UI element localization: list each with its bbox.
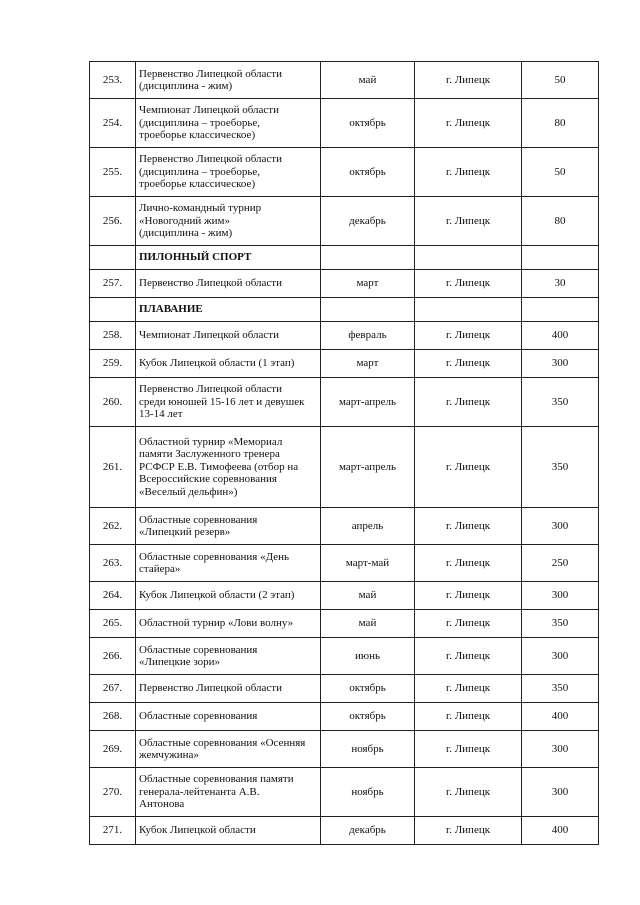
participants-count-text: 400 <box>551 329 569 342</box>
event-month-text: май <box>358 617 377 630</box>
event-name-text: Областные соревнования «Осенняя жемчужина» <box>139 736 306 761</box>
event-month-cell <box>321 270 415 298</box>
event-name-cell <box>136 62 321 99</box>
event-place-cell <box>415 703 522 731</box>
row-number-cell <box>90 582 136 610</box>
event-name-cell <box>136 197 321 246</box>
event-place-cell <box>415 270 522 298</box>
event-place-text: г. Липецк <box>445 824 491 837</box>
section-header-row <box>90 246 599 270</box>
event-place-text: г. Липецк <box>445 556 491 569</box>
participants-count-text: 50 <box>554 165 566 178</box>
event-place-text: г. Липецк <box>445 649 491 662</box>
row-number-text: 254. <box>102 116 123 129</box>
participants-count-cell <box>522 62 599 99</box>
table-row <box>90 350 599 378</box>
row-number-text: 270. <box>102 785 123 798</box>
row-number-cell <box>90 675 136 703</box>
row-number-text: 266. <box>102 649 123 662</box>
event-month-text: ноябрь <box>351 742 384 755</box>
event-month-text: май <box>358 73 377 86</box>
empty-cell <box>415 246 522 270</box>
event-place-text: г. Липецк <box>445 214 491 227</box>
participants-count-cell <box>522 768 599 817</box>
event-place-text: г. Липецк <box>445 519 491 532</box>
participants-count-text: 50 <box>554 73 566 86</box>
event-place-cell <box>415 378 522 427</box>
participants-count-cell <box>522 703 599 731</box>
event-name-text: Первенство Липецкой области среди юношей 15-16 лет и девушек 13-14 лет <box>139 383 305 421</box>
event-place-text: г. Липецк <box>445 165 491 178</box>
event-name-text: Областной турнир «Мемориал памяти Заслуженного тренера РСФСР Е.В. Тимофеева (отбор на Всероссийские соревнования «Веселый дельфин») <box>139 435 299 498</box>
event-name-cell <box>136 508 321 545</box>
participants-count-text: 350 <box>551 682 569 695</box>
event-name-text: Областные соревнования <box>139 710 258 723</box>
event-month-text: март-апрель <box>338 460 397 473</box>
participants-count-text: 400 <box>551 710 569 723</box>
participants-count-text: 300 <box>551 785 569 798</box>
event-month-text: март-апрель <box>338 395 397 408</box>
table-row <box>90 545 599 582</box>
event-place-cell <box>415 62 522 99</box>
event-month-text: март <box>356 277 379 290</box>
event-place-text: г. Липецк <box>445 682 491 695</box>
participants-count-text: 30 <box>554 277 566 290</box>
row-number-cell <box>90 703 136 731</box>
table-row <box>90 322 599 350</box>
table-row <box>90 675 599 703</box>
participants-count-text: 300 <box>551 519 569 532</box>
participants-count-cell <box>522 197 599 246</box>
event-month-cell <box>321 148 415 197</box>
event-month-cell <box>321 62 415 99</box>
event-name-cell <box>136 768 321 817</box>
event-place-cell <box>415 582 522 610</box>
participants-count-text: 350 <box>551 395 569 408</box>
event-month-cell <box>321 197 415 246</box>
event-name-cell <box>136 610 321 638</box>
event-name-cell <box>136 545 321 582</box>
event-month-cell <box>321 545 415 582</box>
row-number-cell <box>90 350 136 378</box>
empty-cell <box>415 298 522 322</box>
event-place-text: г. Липецк <box>445 277 491 290</box>
event-place-text: г. Липецк <box>445 395 491 408</box>
participants-count-text: 300 <box>551 742 569 755</box>
row-number-text: 263. <box>102 556 123 569</box>
row-number-text: 268. <box>102 710 123 723</box>
participants-count-text: 300 <box>551 649 569 662</box>
row-number-cell <box>90 99 136 148</box>
participants-count-cell <box>522 99 599 148</box>
row-number-text: 253. <box>102 73 123 86</box>
section-header-row <box>90 298 599 322</box>
event-place-text: г. Липецк <box>445 742 491 755</box>
event-month-text: октябрь <box>349 116 386 129</box>
table-row <box>90 148 599 197</box>
event-name-text: Кубок Липецкой области (1 этап) <box>139 357 295 370</box>
event-place-cell <box>415 610 522 638</box>
empty-cell <box>90 298 136 322</box>
table-row <box>90 197 599 246</box>
event-name-text: Первенство Липецкой области <box>139 682 282 695</box>
row-number-text: 260. <box>102 395 123 408</box>
event-month-text: декабрь <box>349 824 386 837</box>
event-month-text: октябрь <box>349 682 386 695</box>
event-name-cell <box>136 638 321 675</box>
row-number-text: 262. <box>102 519 123 532</box>
event-name-cell <box>136 675 321 703</box>
row-number-cell <box>90 270 136 298</box>
event-name-text: Кубок Липецкой области <box>139 824 256 837</box>
participants-count-cell <box>522 270 599 298</box>
table-row <box>90 582 599 610</box>
event-month-cell <box>321 638 415 675</box>
event-name-text: Областные соревнования «Липецкий резерв» <box>139 513 258 538</box>
event-place-cell <box>415 638 522 675</box>
participants-count-cell <box>522 378 599 427</box>
event-month-cell <box>321 322 415 350</box>
participants-count-cell <box>522 817 599 845</box>
empty-cell <box>522 298 599 322</box>
event-name-cell <box>136 322 321 350</box>
participants-count-text: 400 <box>551 824 569 837</box>
row-number-cell <box>90 322 136 350</box>
event-month-cell <box>321 703 415 731</box>
participants-count-text: 80 <box>554 116 566 129</box>
section-title: ПЛАВАНИЕ <box>136 298 321 322</box>
row-number-cell <box>90 197 136 246</box>
event-place-cell <box>415 675 522 703</box>
event-name-cell <box>136 378 321 427</box>
empty-cell <box>321 246 415 270</box>
event-name-cell <box>136 427 321 508</box>
event-name-cell <box>136 270 321 298</box>
event-name-text: Областные соревнования памяти генерала-лейтенанта А.В. Антонова <box>139 773 294 811</box>
event-place-cell <box>415 817 522 845</box>
event-place-text: г. Липецк <box>445 589 491 602</box>
participants-count-text: 250 <box>551 556 569 569</box>
event-month-text: июнь <box>354 649 380 662</box>
event-place-text: г. Липецк <box>445 73 491 86</box>
row-number-cell <box>90 508 136 545</box>
participants-count-text: 350 <box>551 617 569 630</box>
participants-count-text: 300 <box>551 589 569 602</box>
event-name-cell <box>136 731 321 768</box>
event-month-cell <box>321 610 415 638</box>
table-row <box>90 508 599 545</box>
event-name-cell <box>136 148 321 197</box>
event-name-text: Областные соревнования «Липецкие зори» <box>139 643 258 668</box>
event-month-text: май <box>358 589 377 602</box>
event-month-text: апрель <box>351 519 384 532</box>
competition-schedule-table <box>89 61 599 845</box>
event-place-cell <box>415 148 522 197</box>
participants-count-cell <box>522 322 599 350</box>
event-month-text: февраль <box>348 329 387 342</box>
participants-count-cell <box>522 427 599 508</box>
participants-count-text: 80 <box>554 214 566 227</box>
participants-count-cell <box>522 350 599 378</box>
table-row <box>90 638 599 675</box>
event-name-text: Кубок Липецкой области (2 этап) <box>139 589 295 602</box>
row-number-cell <box>90 148 136 197</box>
row-number-text: 271. <box>102 824 123 837</box>
event-month-cell <box>321 350 415 378</box>
table-row <box>90 703 599 731</box>
empty-cell <box>522 246 599 270</box>
participants-count-cell <box>522 675 599 703</box>
event-month-cell <box>321 427 415 508</box>
event-month-cell <box>321 817 415 845</box>
row-number-cell <box>90 378 136 427</box>
participants-count-cell <box>522 582 599 610</box>
event-place-cell <box>415 99 522 148</box>
event-place-text: г. Липецк <box>445 329 491 342</box>
event-month-text: октябрь <box>349 710 386 723</box>
table-row <box>90 62 599 99</box>
table-row <box>90 99 599 148</box>
row-number-text: 258. <box>102 329 123 342</box>
participants-count-cell <box>522 610 599 638</box>
event-place-cell <box>415 731 522 768</box>
event-place-cell <box>415 508 522 545</box>
row-number-text: 267. <box>102 682 123 695</box>
event-month-text: ноябрь <box>351 785 384 798</box>
participants-count-text: 350 <box>551 460 569 473</box>
schedule-table-body <box>90 62 599 845</box>
event-name-cell <box>136 350 321 378</box>
row-number-text: 255. <box>102 165 123 178</box>
row-number-text: 257. <box>102 277 123 290</box>
event-month-text: март <box>356 357 379 370</box>
row-number-cell <box>90 768 136 817</box>
event-place-cell <box>415 322 522 350</box>
event-name-text: Чемпионат Липецкой области <box>139 329 280 342</box>
event-name-text: Лично-командный турнир «Новогодний жим» (дисциплина - жим) <box>139 202 262 240</box>
event-name-text: Областные соревнования «День стайера» <box>139 550 290 575</box>
table-row <box>90 731 599 768</box>
empty-cell <box>321 298 415 322</box>
event-place-text: г. Липецк <box>445 617 491 630</box>
row-number-cell <box>90 610 136 638</box>
event-name-text: Областной турнир «Лови волну» <box>139 617 294 630</box>
table-row <box>90 378 599 427</box>
event-place-text: г. Липецк <box>445 357 491 370</box>
document-page <box>89 61 598 845</box>
event-place-cell <box>415 768 522 817</box>
event-month-cell <box>321 582 415 610</box>
row-number-cell <box>90 62 136 99</box>
table-row <box>90 610 599 638</box>
table-row <box>90 817 599 845</box>
event-month-cell <box>321 378 415 427</box>
event-place-cell <box>415 545 522 582</box>
row-number-cell <box>90 638 136 675</box>
table-row <box>90 427 599 508</box>
row-number-cell <box>90 427 136 508</box>
event-name-text: Первенство Липецкой области (дисциплина – троеборье, троеборье классическое) <box>139 153 282 191</box>
event-name-cell <box>136 99 321 148</box>
event-place-text: г. Липецк <box>445 116 491 129</box>
event-month-cell <box>321 768 415 817</box>
row-number-text: 265. <box>102 617 123 630</box>
event-month-text: октябрь <box>349 165 386 178</box>
row-number-text: 256. <box>102 214 123 227</box>
event-month-text: декабрь <box>349 214 386 227</box>
row-number-cell <box>90 731 136 768</box>
event-month-cell <box>321 508 415 545</box>
participants-count-cell <box>522 638 599 675</box>
row-number-cell <box>90 817 136 845</box>
row-number-cell <box>90 545 136 582</box>
table-row <box>90 270 599 298</box>
event-name-text: Первенство Липецкой области <box>139 277 282 290</box>
event-place-text: г. Липецк <box>445 785 491 798</box>
row-number-text: 269. <box>102 742 123 755</box>
event-name-cell <box>136 582 321 610</box>
event-month-cell <box>321 99 415 148</box>
row-number-text: 261. <box>102 460 123 473</box>
participants-count-cell <box>522 545 599 582</box>
row-number-text: 264. <box>102 589 123 602</box>
participants-count-cell <box>522 731 599 768</box>
participants-count-cell <box>522 148 599 197</box>
participants-count-cell <box>522 508 599 545</box>
event-name-text: Чемпионат Липецкой области (дисциплина – троеборье, троеборье классическое) <box>139 104 280 142</box>
section-title: ПИЛОННЫЙ СПОРТ <box>136 246 321 270</box>
event-place-text: г. Липецк <box>445 460 491 473</box>
table-row <box>90 768 599 817</box>
row-number-text: 259. <box>102 357 123 370</box>
event-place-cell <box>415 427 522 508</box>
event-month-cell <box>321 675 415 703</box>
event-month-text: март-май <box>345 556 390 569</box>
event-name-cell <box>136 703 321 731</box>
event-place-cell <box>415 197 522 246</box>
event-name-text: Первенство Липецкой области (дисциплина - жим) <box>139 67 282 92</box>
event-place-text: г. Липецк <box>445 710 491 723</box>
participants-count-text: 300 <box>551 357 569 370</box>
event-name-cell <box>136 817 321 845</box>
event-place-cell <box>415 350 522 378</box>
empty-cell <box>90 246 136 270</box>
event-month-cell <box>321 731 415 768</box>
